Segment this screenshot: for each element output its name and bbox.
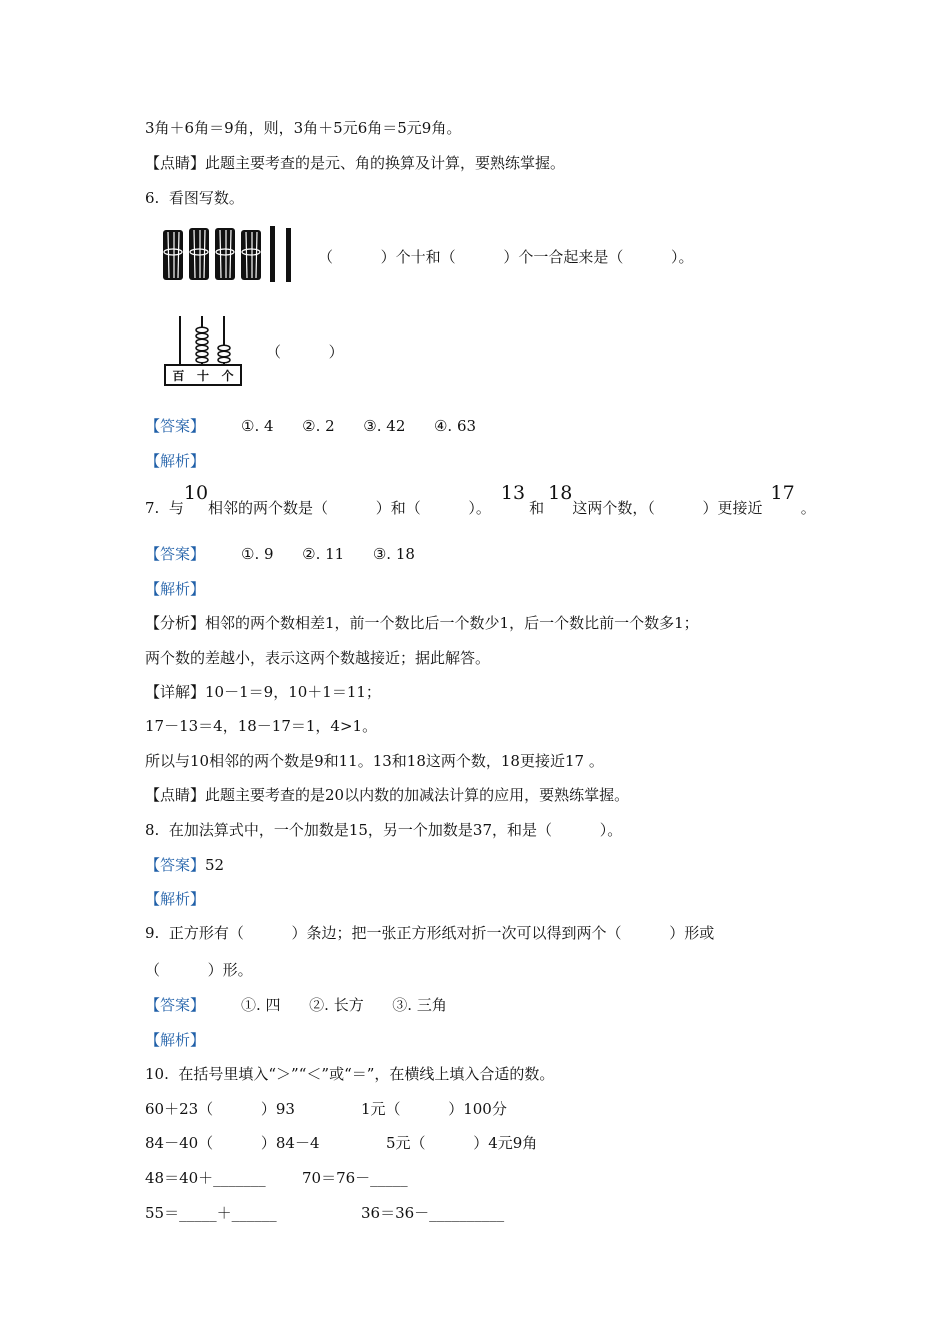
question-10-b1: 84－40（ ）84－4	[145, 1134, 320, 1152]
question-10-a2: 1元（ ）100分	[361, 1100, 507, 1118]
abacus-icon	[164, 314, 240, 384]
question-8-title: 8. 在加法算式中，一个加数是15，另一个加数是37，和是（ ）。	[145, 821, 623, 839]
question-7-xiangjie-2: 17－13＝4，18－17＝1，4>1。	[145, 717, 378, 735]
question-6-answer: 【答案】 ①. 4 ②. 2 ③. 42 ④. 63	[145, 417, 477, 435]
line-dianjing-1: 【点睛】此题主要考查的是元、角的换算及计算，要熟练掌握。	[145, 154, 566, 172]
question-7-fenxi-2: 两个数的差越小，表示这两个数越接近；据此解答。	[145, 649, 491, 667]
question-7-title: 7. 与10相邻的两个数是（ ）和（ ）。13和18这两个数，（ ）更接近17。	[145, 482, 816, 517]
question-10-c2: 70＝76－_____	[302, 1169, 408, 1187]
question-9-title: 9. 正方形有（ ）条边；把一张正方形纸对折一次可以得到两个（ ）形或	[145, 924, 715, 942]
question-10-c1: 48＝40＋_______	[145, 1169, 266, 1187]
question-8-analysis: 【解析】	[145, 890, 206, 908]
question-10-a1: 60＋23（ ）93	[145, 1100, 295, 1118]
question-7-dianjing: 【点睛】此题主要考查的是20以内数的加减法计算的应用，要熟练掌握。	[145, 786, 630, 804]
question-10-b2: 5元（ ）4元9角	[386, 1134, 538, 1152]
question-9-analysis: 【解析】	[145, 1031, 206, 1049]
question-7-xiangjie-3: 所以与10相邻的两个数是9和11。13和18这两个数，18更接近17 。	[145, 752, 604, 770]
question-6-row-1: （ ）个十和（ ）个一合起来是（ ）。	[318, 248, 694, 266]
question-6-row-2: （ ）	[266, 343, 344, 361]
question-7-fenxi: 【分析】相邻的两个数相差1，前一个数比后一个数少1，后一个数比前一个数多1；	[145, 614, 699, 632]
question-7-xiangjie: 【详解】10－1＝9，10＋1＝11；	[145, 683, 381, 701]
abacus-label-tens: 十	[196, 368, 209, 383]
line-jiao-calc: 3角＋6角＝9角，则，3角＋5元6角＝5元9角。	[145, 119, 462, 137]
question-9-answer: 【答案】 ①. 四 ②. 长方 ③. 三角	[145, 996, 447, 1014]
question-10-d1: 55＝_____＋______	[145, 1204, 277, 1222]
question-10-title: 10. 在括号里填入“＞”“＜”或“＝”，在横线上填入合适的数。	[145, 1065, 555, 1083]
abacus-base	[164, 364, 242, 386]
question-10-d2: 36＝36－__________	[361, 1204, 505, 1222]
question-6-analysis: 【解析】	[145, 452, 206, 470]
abacus-label-hundreds: 百	[172, 368, 185, 383]
stick-bundles-icon	[160, 224, 300, 286]
question-8-answer: 【答案】52	[145, 856, 225, 874]
question-6-title: 6. 看图写数。	[145, 189, 244, 207]
question-7-answer: 【答案】 ①. 9 ②. 11 ③. 18	[145, 545, 415, 563]
abacus-rods-icon	[164, 314, 240, 366]
question-7-analysis-tag: 【解析】	[145, 580, 206, 598]
abacus-label-ones: 个	[221, 368, 234, 383]
question-9-title-2: （ ）形。	[145, 961, 253, 979]
